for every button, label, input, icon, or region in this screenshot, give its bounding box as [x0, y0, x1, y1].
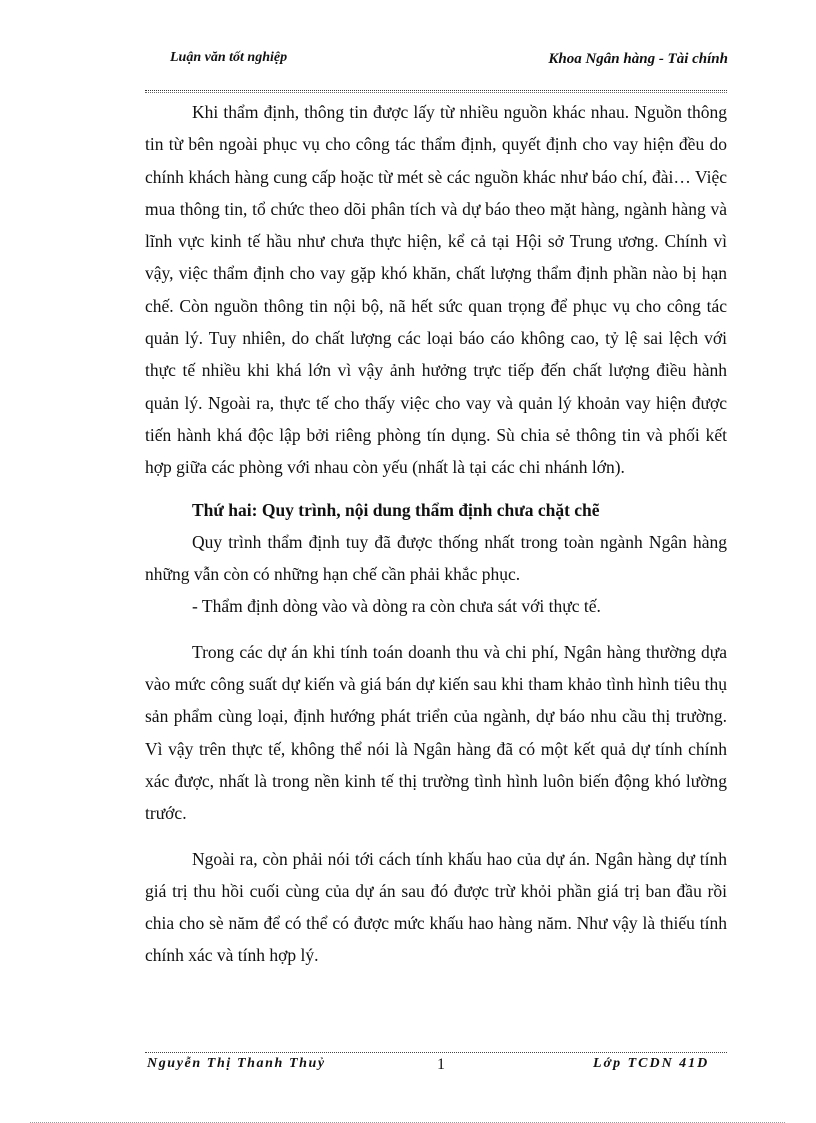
body-paragraph: Trong các dự án khi tính toán doanh thu và chi phí, Ngân hàng thường dựa vào mức công suất dự kiến và giá bán dự kiến sau khi tham khảo tình hình tiêu thụ sản phẩm cùng loại, định hướng phát triển của ngành, dự báo nhu cầu thị trường. Vì vậy trên thực tế, không thể nói là Ngân hàng đã có một kết quả dự tính chính xác được, nhất là trong nền kinh tế thị trường tình hình luôn biến động khó lường trước. — [145, 641, 727, 824]
header-faculty-label: Khoa Ngân hàng - Tài chính — [548, 51, 728, 67]
footer-divider — [145, 1052, 727, 1053]
header-divider — [145, 90, 727, 91]
footer-author: Nguyễn Thị Thanh Thuỷ — [147, 1056, 326, 1071]
section-heading: Thứ hai: Quy trình, nội dung thẩm định chưa chặt chẽ — [192, 499, 600, 520]
footer-page-number: 1 — [437, 1056, 445, 1073]
header-divider-secondary — [145, 92, 727, 93]
bullet-item: - Thẩm định dòng vào và dòng ra còn chưa sát với thực tế. — [192, 596, 601, 617]
body-paragraph: Quy trình thẩm định tuy đã được thống nhất trong toàn ngành Ngân hàng những vẫn còn có những hạn chế cần phải khắc phục. — [145, 531, 727, 585]
body-paragraph: Ngoài ra, còn phải nói tới cách tính khấu hao của dự án. Ngân hàng dự tính giá trị thu hồi cuối cùng của dự án sau đó được trừ khỏi phần giá trị ban đầu rồi chia cho sè năm để có thể có được mức khấu hao hàng năm. Như vậy là thiếu tính chính xác và tính hợp lý. — [145, 848, 727, 966]
document-body — [145, 96, 727, 972]
footer-class: Lớp TCDN 41D — [593, 1056, 710, 1071]
body-paragraph: Khi thẩm định, thông tin được lấy từ nhiều nguồn khác nhau. Nguồn thông tin từ bên ngoài phục vụ cho công tác thẩm định, quyết định cho vay hiện đều do chính khách hàng cung cấp hoặc từ mét sè các nguồn khác như báo chí, đài… Việc mua thông tin, tổ chức theo dõi phân tích và dự báo theo mặt hàng, ngành hàng và lĩnh vực kinh tế hầu như chưa thực hiện, kể cả tại Hội sở Trung ương. Chính vì vậy, việc thẩm định cho vay gặp khó khăn, chất lượng thẩm định phần nào bị hạn chế. Còn nguồn thông tin nội bộ, nã hết sức quan trọng để phục vụ cho công tác quản lý. Tuy nhiên, do chất lượng các loại báo cáo không cao, tỷ lệ sai lệch với thực tế nhiều khi khá lớn vì vậy ảnh hưởng trực tiếp đến chất lượng điều hành quản lý. Ngoài ra, thực tế cho thấy việc cho vay và quản lý khoản vay hiện được tiến hành khá độc lập bởi riêng phòng tín dụng. Sù chia sẻ thông tin và phối kết hợp giữa các phòng với nhau còn yếu (nhất là tại các chi nhánh lớn). — [145, 102, 727, 478]
header-thesis-label: Luận văn tốt nghiệp — [170, 50, 288, 65]
